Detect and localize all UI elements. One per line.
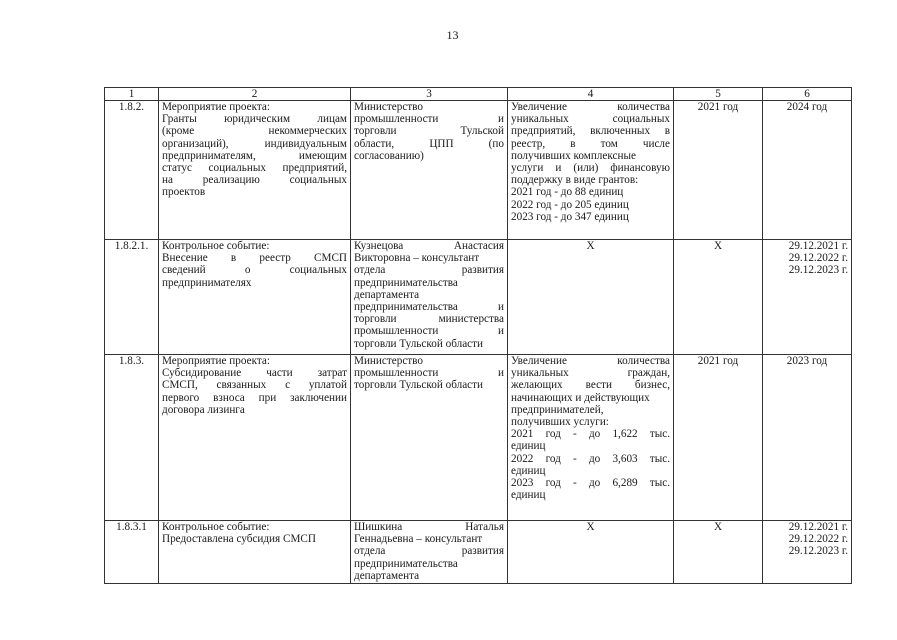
- cell-line: сведений о социальных: [162, 264, 347, 277]
- cell-line: первого взноса при заключении: [162, 391, 347, 404]
- cell-line: единиц: [511, 440, 546, 453]
- row-number-cell: [105, 101, 159, 240]
- table-row: [105, 521, 852, 584]
- cell-line: Х: [586, 240, 595, 252]
- cell-line: Мероприятие проекта:: [162, 355, 270, 367]
- cell-line: СМСП, связанных с уплатой: [162, 379, 347, 392]
- cell-line: департамента: [354, 569, 420, 582]
- cell-line: 29.12.2021 г.: [788, 240, 848, 252]
- cell-line: 2021 год - до 88 единиц: [511, 186, 624, 199]
- start-date: 2021 год: [697, 101, 739, 113]
- responsible-cell: [351, 521, 508, 584]
- cell-line: Шишкина Наталья: [354, 521, 504, 533]
- table-row: [105, 240, 852, 355]
- column-header: 3: [351, 88, 508, 101]
- column-header: 1: [105, 88, 159, 101]
- cell-line: промышленности и: [354, 113, 504, 126]
- plan-table: [104, 87, 852, 584]
- cell-line: 29.12.2023 г.: [788, 545, 848, 558]
- cell-line: отдела развития: [354, 264, 504, 277]
- cell-line: 29.12.2021 г.: [788, 521, 848, 533]
- cell-line: поддержку в виде грантов:: [511, 174, 639, 187]
- start-date-cell: [674, 521, 763, 584]
- end-date-cell: [763, 240, 852, 355]
- event-cell: [159, 521, 351, 584]
- responsible-cell: [351, 240, 508, 355]
- start-date-cell: [674, 240, 763, 355]
- cell-line: Кузнецова Анастасия: [354, 240, 504, 252]
- cell-line: договора лизинга: [162, 403, 245, 416]
- cell-line: 2023 год - до 347 единиц: [511, 210, 629, 223]
- cell-line: Предоставлена субсидия СМСП: [162, 533, 316, 546]
- start-date-cell: [674, 355, 763, 521]
- column-header: 2: [159, 88, 351, 101]
- cell-line: 2023 год: [786, 355, 828, 367]
- cell-line: 29.12.2022 г.: [788, 533, 848, 546]
- result-cell: [508, 240, 674, 355]
- cell-line: предприятий, включенных в: [511, 125, 670, 138]
- responsible-cell: [351, 101, 508, 240]
- cell-line: статус социальных предприятий,: [162, 162, 347, 175]
- column-header: 4: [508, 88, 674, 101]
- cell-line: 2022 год - до 3,603 тыс.: [511, 452, 670, 465]
- start-date: Х: [713, 240, 723, 252]
- event-cell: [159, 240, 351, 355]
- cell-line: организаций), индивидуальным: [162, 137, 347, 150]
- cell-line: Контрольное событие:: [162, 240, 270, 252]
- cell-line: торговли министерства: [354, 313, 504, 326]
- cell-line: Увеличение количества: [511, 355, 670, 367]
- cell-line: (кроме некоммерческих: [162, 125, 347, 138]
- cell-line: Гранты юридическим лицам: [162, 113, 347, 126]
- cell-line: 2022 год - до 205 единиц: [511, 198, 629, 211]
- responsible-cell: [351, 355, 508, 521]
- start-date: 2021 год: [697, 355, 739, 367]
- result-cell: [508, 101, 674, 240]
- cell-line: получивших услуги:: [511, 416, 609, 429]
- cell-line: предпринимательства и: [354, 301, 504, 314]
- row-number-cell: [105, 240, 159, 355]
- cell-line: 2024 год: [786, 101, 828, 113]
- row-number-cell: [105, 355, 159, 521]
- page-number: 13: [446, 28, 459, 42]
- start-date: Х: [713, 521, 723, 533]
- row-number: 1.8.2.1.: [114, 240, 149, 252]
- cell-line: департамента: [354, 288, 420, 301]
- cell-line: Министерство: [354, 355, 423, 367]
- cell-line: 2021 год - до 1,622 тыс.: [511, 428, 670, 441]
- cell-line: предпринимательства: [354, 557, 458, 570]
- cell-line: предпринимателей,: [511, 403, 604, 416]
- row-number-cell: [105, 521, 159, 584]
- cell-line: получивших комплексные: [511, 149, 636, 162]
- cell-line: Х: [586, 521, 595, 533]
- cell-line: уникальных социальных: [511, 113, 670, 126]
- row-number: 1.8.3.: [118, 355, 145, 367]
- cell-line: Викторовна – консультант: [354, 252, 480, 265]
- cell-line: Увеличение количества: [511, 101, 670, 113]
- result-cell: [508, 521, 674, 584]
- table-row: [105, 101, 852, 240]
- cell-line: промышленности и: [354, 367, 504, 380]
- cell-line: Внесение в реестр СМСП: [162, 252, 347, 265]
- cell-line: единиц: [511, 464, 546, 477]
- cell-line: Геннадьевна – консультант: [354, 533, 483, 546]
- cell-line: на реализацию социальных: [162, 174, 347, 187]
- column-header: 5: [674, 88, 763, 101]
- cell-line: отдела развития: [354, 545, 504, 558]
- event-cell: [159, 101, 351, 240]
- cell-line: торговли Тульской: [354, 125, 504, 138]
- cell-line: промышленности и: [354, 325, 504, 338]
- cell-line: Мероприятие проекта:: [162, 101, 270, 113]
- cell-line: услуги и (или) финансовую: [511, 162, 670, 175]
- cell-line: реестр, в том числе: [511, 137, 670, 150]
- cell-line: торговли Тульской области: [354, 379, 484, 392]
- end-date-cell: [763, 521, 852, 584]
- cell-line: единиц: [511, 489, 546, 502]
- cell-line: желающих вести бизнес,: [511, 379, 670, 392]
- cell-line: 2023 год - до 6,289 тыс.: [511, 477, 670, 490]
- end-date-cell: [763, 355, 852, 521]
- cell-line: 29.12.2023 г.: [788, 264, 848, 277]
- cell-line: предпринимателях: [162, 276, 252, 289]
- cell-line: начинающих и действующих: [511, 391, 650, 404]
- cell-line: 29.12.2022 г.: [788, 252, 848, 265]
- cell-line: согласованию): [354, 149, 424, 162]
- cell-line: Субсидирование части затрат: [162, 367, 347, 380]
- cell-line: проектов: [162, 186, 206, 199]
- cell-line: области, ЦПП (по: [354, 137, 504, 150]
- cell-line: предпринимательства: [354, 276, 458, 289]
- cell-line: Контрольное событие:: [162, 521, 270, 533]
- cell-line: торговли Тульской области: [354, 337, 484, 350]
- row-number: 1.8.2.: [118, 101, 145, 113]
- start-date-cell: [674, 101, 763, 240]
- cell-line: Министерство: [354, 101, 423, 113]
- cell-line: уникальных граждан,: [511, 367, 670, 380]
- result-cell: [508, 355, 674, 521]
- row-number: 1.8.3.1: [116, 521, 147, 533]
- end-date-cell: [763, 101, 852, 240]
- table-row: [105, 355, 852, 521]
- event-cell: [159, 355, 351, 521]
- table-header-row: [105, 88, 852, 101]
- column-header: 6: [763, 88, 852, 101]
- cell-line: предпринимателям, имеющим: [162, 149, 347, 162]
